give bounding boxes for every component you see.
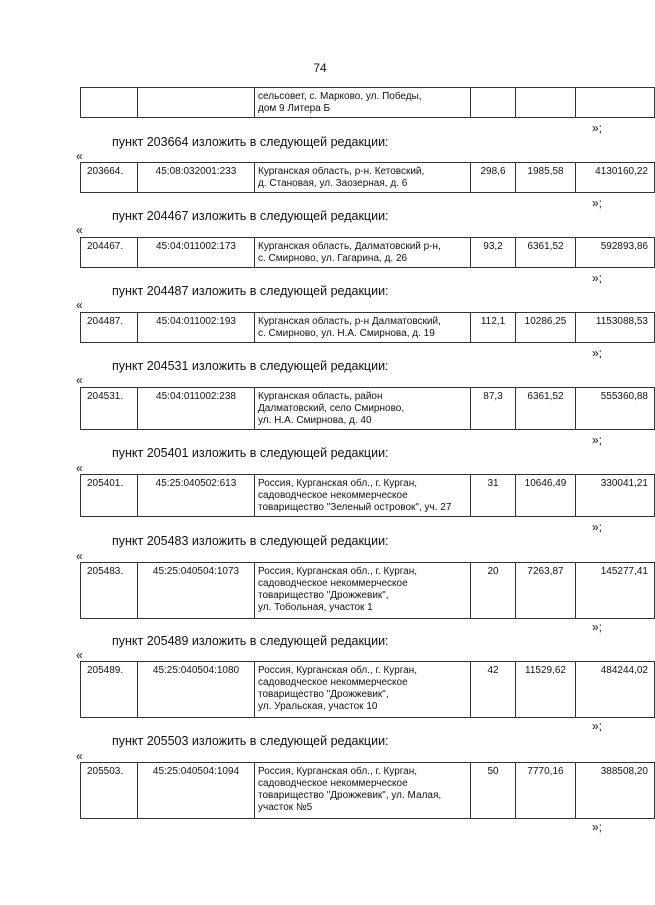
area-cell: 298,6: [471, 163, 516, 193]
closing-mark: »;: [592, 121, 603, 135]
address-cell: Россия, Курганская обл., г. Курган, садоводческое некоммерческое товарищество "Зеленый островок", уч. 27: [255, 475, 471, 517]
value-cell: 1153088,53: [576, 313, 655, 343]
area-cell: 50: [471, 763, 516, 819]
cadastral-cell: 45:25:040504:1073: [138, 563, 255, 619]
num-cell: 205489.: [81, 662, 138, 718]
cadastral-cell: 45:25:040504:1080: [138, 662, 255, 718]
closing-mark: »;: [592, 196, 603, 210]
page-number: 74: [313, 61, 327, 75]
section-title: пункт 205503 изложить в следующей редакции:: [112, 734, 389, 748]
table-row: [81, 662, 655, 718]
closing-mark: »;: [592, 719, 603, 733]
address-cell: сельсовет, с. Марково, ул. Победы, дом 9 Литера Б: [255, 88, 471, 118]
value-cell: 388508,20: [576, 763, 655, 819]
cadastral-cell: 45:04:011002:238: [138, 388, 255, 430]
table-row: [81, 388, 655, 430]
cadastral-cell: 45:25:040502:613: [138, 475, 255, 517]
open-quote: «: [76, 223, 83, 237]
cadastral-cell: [138, 88, 255, 118]
address-cell: Курганская область, Далматовский р-н, с. Смирново, ул. Гагарина, д. 26: [255, 238, 471, 268]
table-row: [81, 238, 655, 268]
continuation-table: [80, 87, 655, 118]
rate-cell: 6361,52: [516, 238, 576, 268]
section-table: [80, 762, 655, 819]
address-cell: Курганская область, р-н. Кетовский, д. Становая, ул. Заозерная, д. 6: [255, 163, 471, 193]
num-cell: 205503.: [81, 763, 138, 819]
open-quote: «: [76, 461, 83, 475]
section-table: [80, 474, 655, 517]
area-cell: [471, 88, 516, 118]
value-cell: [576, 88, 655, 118]
section-title: пункт 205401 изложить в следующей редакции:: [112, 446, 389, 460]
closing-mark: »;: [592, 520, 603, 534]
section-title: пункт 204487 изложить в следующей редакции:: [112, 284, 389, 298]
rate-cell: [516, 88, 576, 118]
value-cell: 484244,02: [576, 662, 655, 718]
value-cell: 330041,21: [576, 475, 655, 517]
rate-cell: 1985,58: [516, 163, 576, 193]
num-cell: 204487.: [81, 313, 138, 343]
area-cell: 112,1: [471, 313, 516, 343]
value-cell: 145277,41: [576, 563, 655, 619]
section-table: [80, 162, 655, 193]
num-cell: 205483.: [81, 563, 138, 619]
table-row: [81, 563, 655, 619]
section-table: [80, 237, 655, 268]
closing-mark: »;: [592, 271, 603, 285]
table-row: [81, 475, 655, 517]
area-cell: 93,2: [471, 238, 516, 268]
closing-mark: »;: [592, 433, 603, 447]
section-table: [80, 562, 655, 619]
num-cell: 205401.: [81, 475, 138, 517]
closing-mark: »;: [592, 820, 603, 834]
address-cell: Россия, Курганская обл., г. Курган, садоводческое некоммерческое товарищество "Дрожжевик", ул. Уральская, участок 10: [255, 662, 471, 718]
table-row: [81, 163, 655, 193]
open-quote: «: [76, 749, 83, 763]
open-quote: «: [76, 149, 83, 163]
section-table: [80, 387, 655, 430]
section-title: пункт 205483 изложить в следующей редакции:: [112, 534, 389, 548]
cadastral-cell: 45:08:032001:233: [138, 163, 255, 193]
value-cell: 592893,86: [576, 238, 655, 268]
rate-cell: 11529,62: [516, 662, 576, 718]
cadastral-cell: 45:04:011002:173: [138, 238, 255, 268]
open-quote: «: [76, 373, 83, 387]
value-cell: 555360,88: [576, 388, 655, 430]
open-quote: «: [76, 298, 83, 312]
value-cell: 4130160,22: [576, 163, 655, 193]
rate-cell: 7770,16: [516, 763, 576, 819]
cadastral-cell: 45:04:011002:193: [138, 313, 255, 343]
closing-mark: »;: [592, 620, 603, 634]
section-table: [80, 312, 655, 343]
address-cell: Россия, Курганская обл., г. Курган, садоводческое некоммерческое товарищество "Дрожжевик", ул. Тобольная, участок 1: [255, 563, 471, 619]
rate-cell: 6361,52: [516, 388, 576, 430]
cadastral-cell: 45:25:040504:1094: [138, 763, 255, 819]
area-cell: 20: [471, 563, 516, 619]
area-cell: 42: [471, 662, 516, 718]
area-cell: 87,3: [471, 388, 516, 430]
num-cell: 204531.: [81, 388, 138, 430]
num-cell: 204467.: [81, 238, 138, 268]
rate-cell: 7263,87: [516, 563, 576, 619]
rate-cell: 10646,49: [516, 475, 576, 517]
num-cell: 203664.: [81, 163, 138, 193]
area-cell: 31: [471, 475, 516, 517]
num-cell: [81, 88, 138, 118]
closing-mark: »;: [592, 346, 603, 360]
table-row: [81, 313, 655, 343]
open-quote: «: [76, 549, 83, 563]
table-row: [81, 88, 655, 118]
section-title: пункт 203664 изложить в следующей редакции:: [112, 135, 389, 149]
open-quote: «: [76, 648, 83, 662]
section-title: пункт 205489 изложить в следующей редакции:: [112, 634, 389, 648]
section-title: пункт 204531 изложить в следующей редакции:: [112, 359, 389, 373]
section-table: [80, 661, 655, 718]
address-cell: Курганская область, р-н Далматовский, с. Смирново, ул. Н.А. Смирнова, д. 19: [255, 313, 471, 343]
rate-cell: 10286,25: [516, 313, 576, 343]
table-row: [81, 763, 655, 819]
address-cell: Россия, Курганская обл., г. Курган, садоводческое некоммерческое товарищество "Дрожжевик", ул. Малая, участок №5: [255, 763, 471, 819]
section-title: пункт 204467 изложить в следующей редакции:: [112, 209, 389, 223]
address-cell: Курганская область, район Далматовский, село Смирново, ул. Н.А. Смирнова, д. 40: [255, 388, 471, 430]
